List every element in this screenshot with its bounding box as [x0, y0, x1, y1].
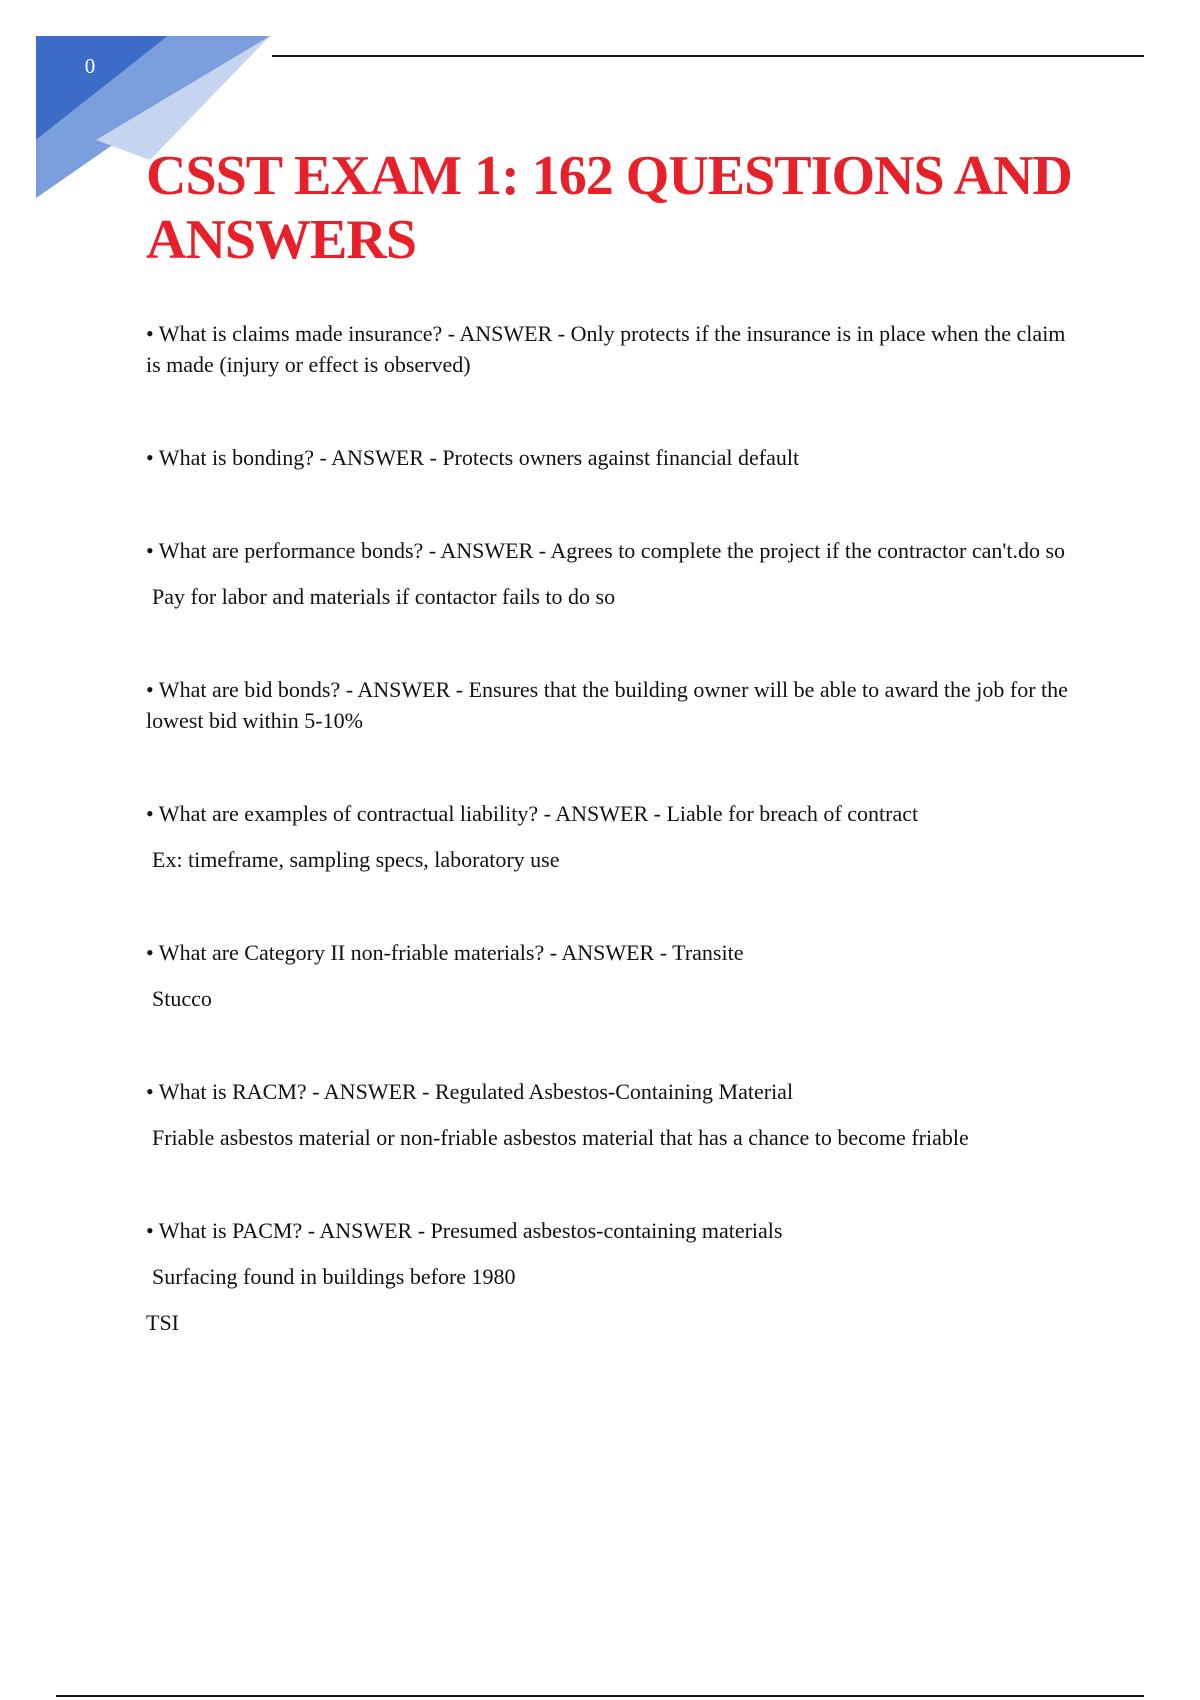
question-answer-text: • What are Category II non-friable materials? - ANSWER - Transite — [146, 940, 744, 965]
answer-detail: Surfacing found in buildings before 1980 — [152, 1264, 516, 1289]
question-answer-text: • What are examples of contractual liability? - ANSWER - Liable for breach of contract — [146, 801, 919, 826]
question-answer-text: • What is PACM? - ANSWER - Presumed asbestos-containing materials — [146, 1218, 783, 1243]
answer-detail: Stucco — [152, 986, 212, 1011]
question-answer-text: • What is RACM? - ANSWER - Regulated Asbestos-Containing Material — [146, 1079, 794, 1104]
document-title: CSST EXAM 1: 162 QUESTIONS AND ANSWERS — [146, 145, 1072, 271]
page-number: 0 — [84, 54, 96, 78]
answer-detail: Ex: timeframe, sampling specs, laboratory use — [152, 847, 560, 872]
qa-item — [146, 1215, 1076, 1338]
qa-item — [146, 535, 1076, 612]
qa-item — [146, 318, 1076, 380]
question-answer-text: • What is claims made insurance? - ANSWER - Only protects if the insurance is in place when the claim is made (injury or effect is observed) — [146, 321, 1066, 377]
qa-item — [146, 442, 1076, 473]
answer-detail: Pay for labor and materials if contactor fails to do so — [152, 584, 616, 609]
question-answer-text: • What is bonding? - ANSWER - Protects owners against financial default — [146, 445, 800, 470]
footer-rule — [56, 1695, 1144, 1697]
question-answer-text: • What are bid bonds? - ANSWER - Ensures that the building owner will be able to award the job for the lowest bid within 5-10% — [146, 677, 1068, 733]
qa-list — [146, 318, 1076, 1400]
header-rule — [272, 55, 1144, 57]
answer-detail: Friable asbestos material or non-friable asbestos material that has a chance to become friable — [152, 1125, 969, 1150]
qa-item — [146, 798, 1076, 875]
qa-item — [146, 1076, 1076, 1153]
qa-item — [146, 674, 1076, 736]
question-answer-text: • What are performance bonds? - ANSWER - Agrees to complete the project if the contractor can't.do so — [146, 538, 1066, 563]
answer-detail: TSI — [146, 1310, 179, 1335]
qa-item — [146, 937, 1076, 1014]
